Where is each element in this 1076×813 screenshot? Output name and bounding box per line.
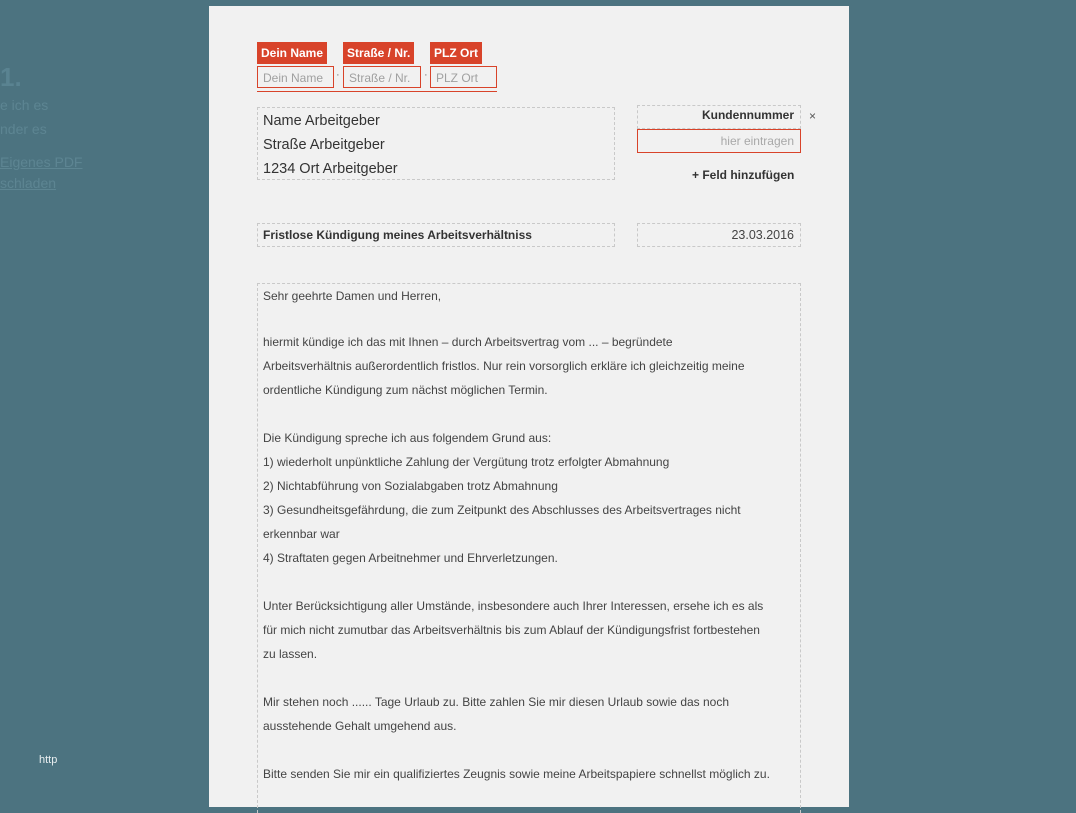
letter-line: Sehr geehrte Damen und Herren, — [263, 289, 442, 303]
footer-text: http — [39, 754, 58, 766]
sender-underline — [257, 91, 497, 92]
subject-field[interactable] — [257, 223, 615, 247]
letter-line: Unter Berücksichtigung aller Umstände, insbesondere auch Ihrer Interessen, ersehe ich es als — [263, 599, 764, 613]
letter-line: Arbeitsverhältnis außerordentlich fristlos. Nur rein vorsorglich erkläre ich gleichzeitig meine — [263, 359, 745, 373]
date-field[interactable] — [637, 223, 801, 247]
letter-line: 2) Nichtabführung von Sozialabgaben trotz Abmahnung — [263, 479, 558, 493]
sidebar-text-line: nder es — [0, 121, 47, 137]
employer-street: Straße Arbeitgeber — [263, 137, 385, 153]
employer-city: 1234 Ort Arbeitgeber — [263, 161, 398, 177]
letter-line: 4) Straftaten gegen Arbeitnehmer und Ehrverletzungen. — [263, 551, 558, 565]
letter-line: für mich nicht zumutbar das Arbeitsverhältnis bis zum Ablauf der Kündigungsfrist fortbestehen — [263, 623, 760, 637]
employer-name: Name Arbeitgeber — [263, 113, 380, 129]
customer-number-label: Kundennummer — [701, 108, 794, 122]
letter-line: hiermit kündige ich das mit Ihnen – durch Arbeitsvertrag vom ... – begründete — [263, 335, 673, 349]
letter-line: ausstehende Gehalt umgehend aus. — [263, 719, 457, 733]
download-pdf-link[interactable]: Eigenes PDF — [0, 154, 83, 170]
letter-line: Bitte senden Sie mir ein qualifiziertes Zeugnis sowie meine Arbeitspapiere schnellst möglich zu. — [263, 767, 770, 781]
letter-line: erkennbar war — [263, 527, 340, 541]
letter-line: 3) Gesundheitsgefährdung, die zum Zeitpunkt des Abschlusses des Arbeitsvertrages nicht — [263, 503, 741, 517]
sender-street-tag: Straße / Nr. — [343, 42, 414, 64]
sidebar-text-line: e ich es — [0, 97, 49, 113]
download-pdf-link[interactable]: schladen — [0, 175, 57, 191]
date-text: 23.03.2016 — [731, 228, 794, 242]
employer-address-box[interactable] — [257, 107, 615, 180]
sender-name-input[interactable]: Dein Name — [257, 66, 334, 88]
customer-number-input[interactable]: hier eintragen — [637, 129, 801, 153]
step-number: 1. — [0, 62, 22, 92]
add-field-button[interactable]: + Feld hinzufügen — [692, 168, 795, 182]
letter-page — [209, 6, 849, 807]
close-icon[interactable]: × — [809, 109, 817, 123]
letter-line: Mir stehen noch ...... Tage Urlaub zu. Bitte zahlen Sie mir diesen Urlaub sowie das noch — [263, 695, 730, 709]
sender-street-input[interactable]: Straße / Nr. — [343, 66, 421, 88]
sender-city-input[interactable]: PLZ Ort — [430, 66, 497, 88]
sender-city-tag: PLZ Ort — [430, 42, 482, 64]
letter-line: Die Kündigung spreche ich aus folgendem Grund aus: — [263, 431, 552, 445]
letter-line: 1) wiederholt unpünktliche Zahlung der Vergütung trotz erfolgter Abmahnung — [263, 455, 670, 469]
subject-text: Fristlose Kündigung meines Arbeitsverhältniss — [263, 228, 532, 242]
separator-dot: · — [424, 69, 428, 81]
letter-line: zu lassen. — [263, 647, 318, 661]
separator-dot: · — [336, 69, 340, 81]
sender-name-tag: Dein Name — [257, 42, 327, 64]
letter-line: ordentliche Kündigung zum nächst möglichen Termin. — [263, 383, 548, 397]
customer-number-field — [637, 105, 801, 129]
